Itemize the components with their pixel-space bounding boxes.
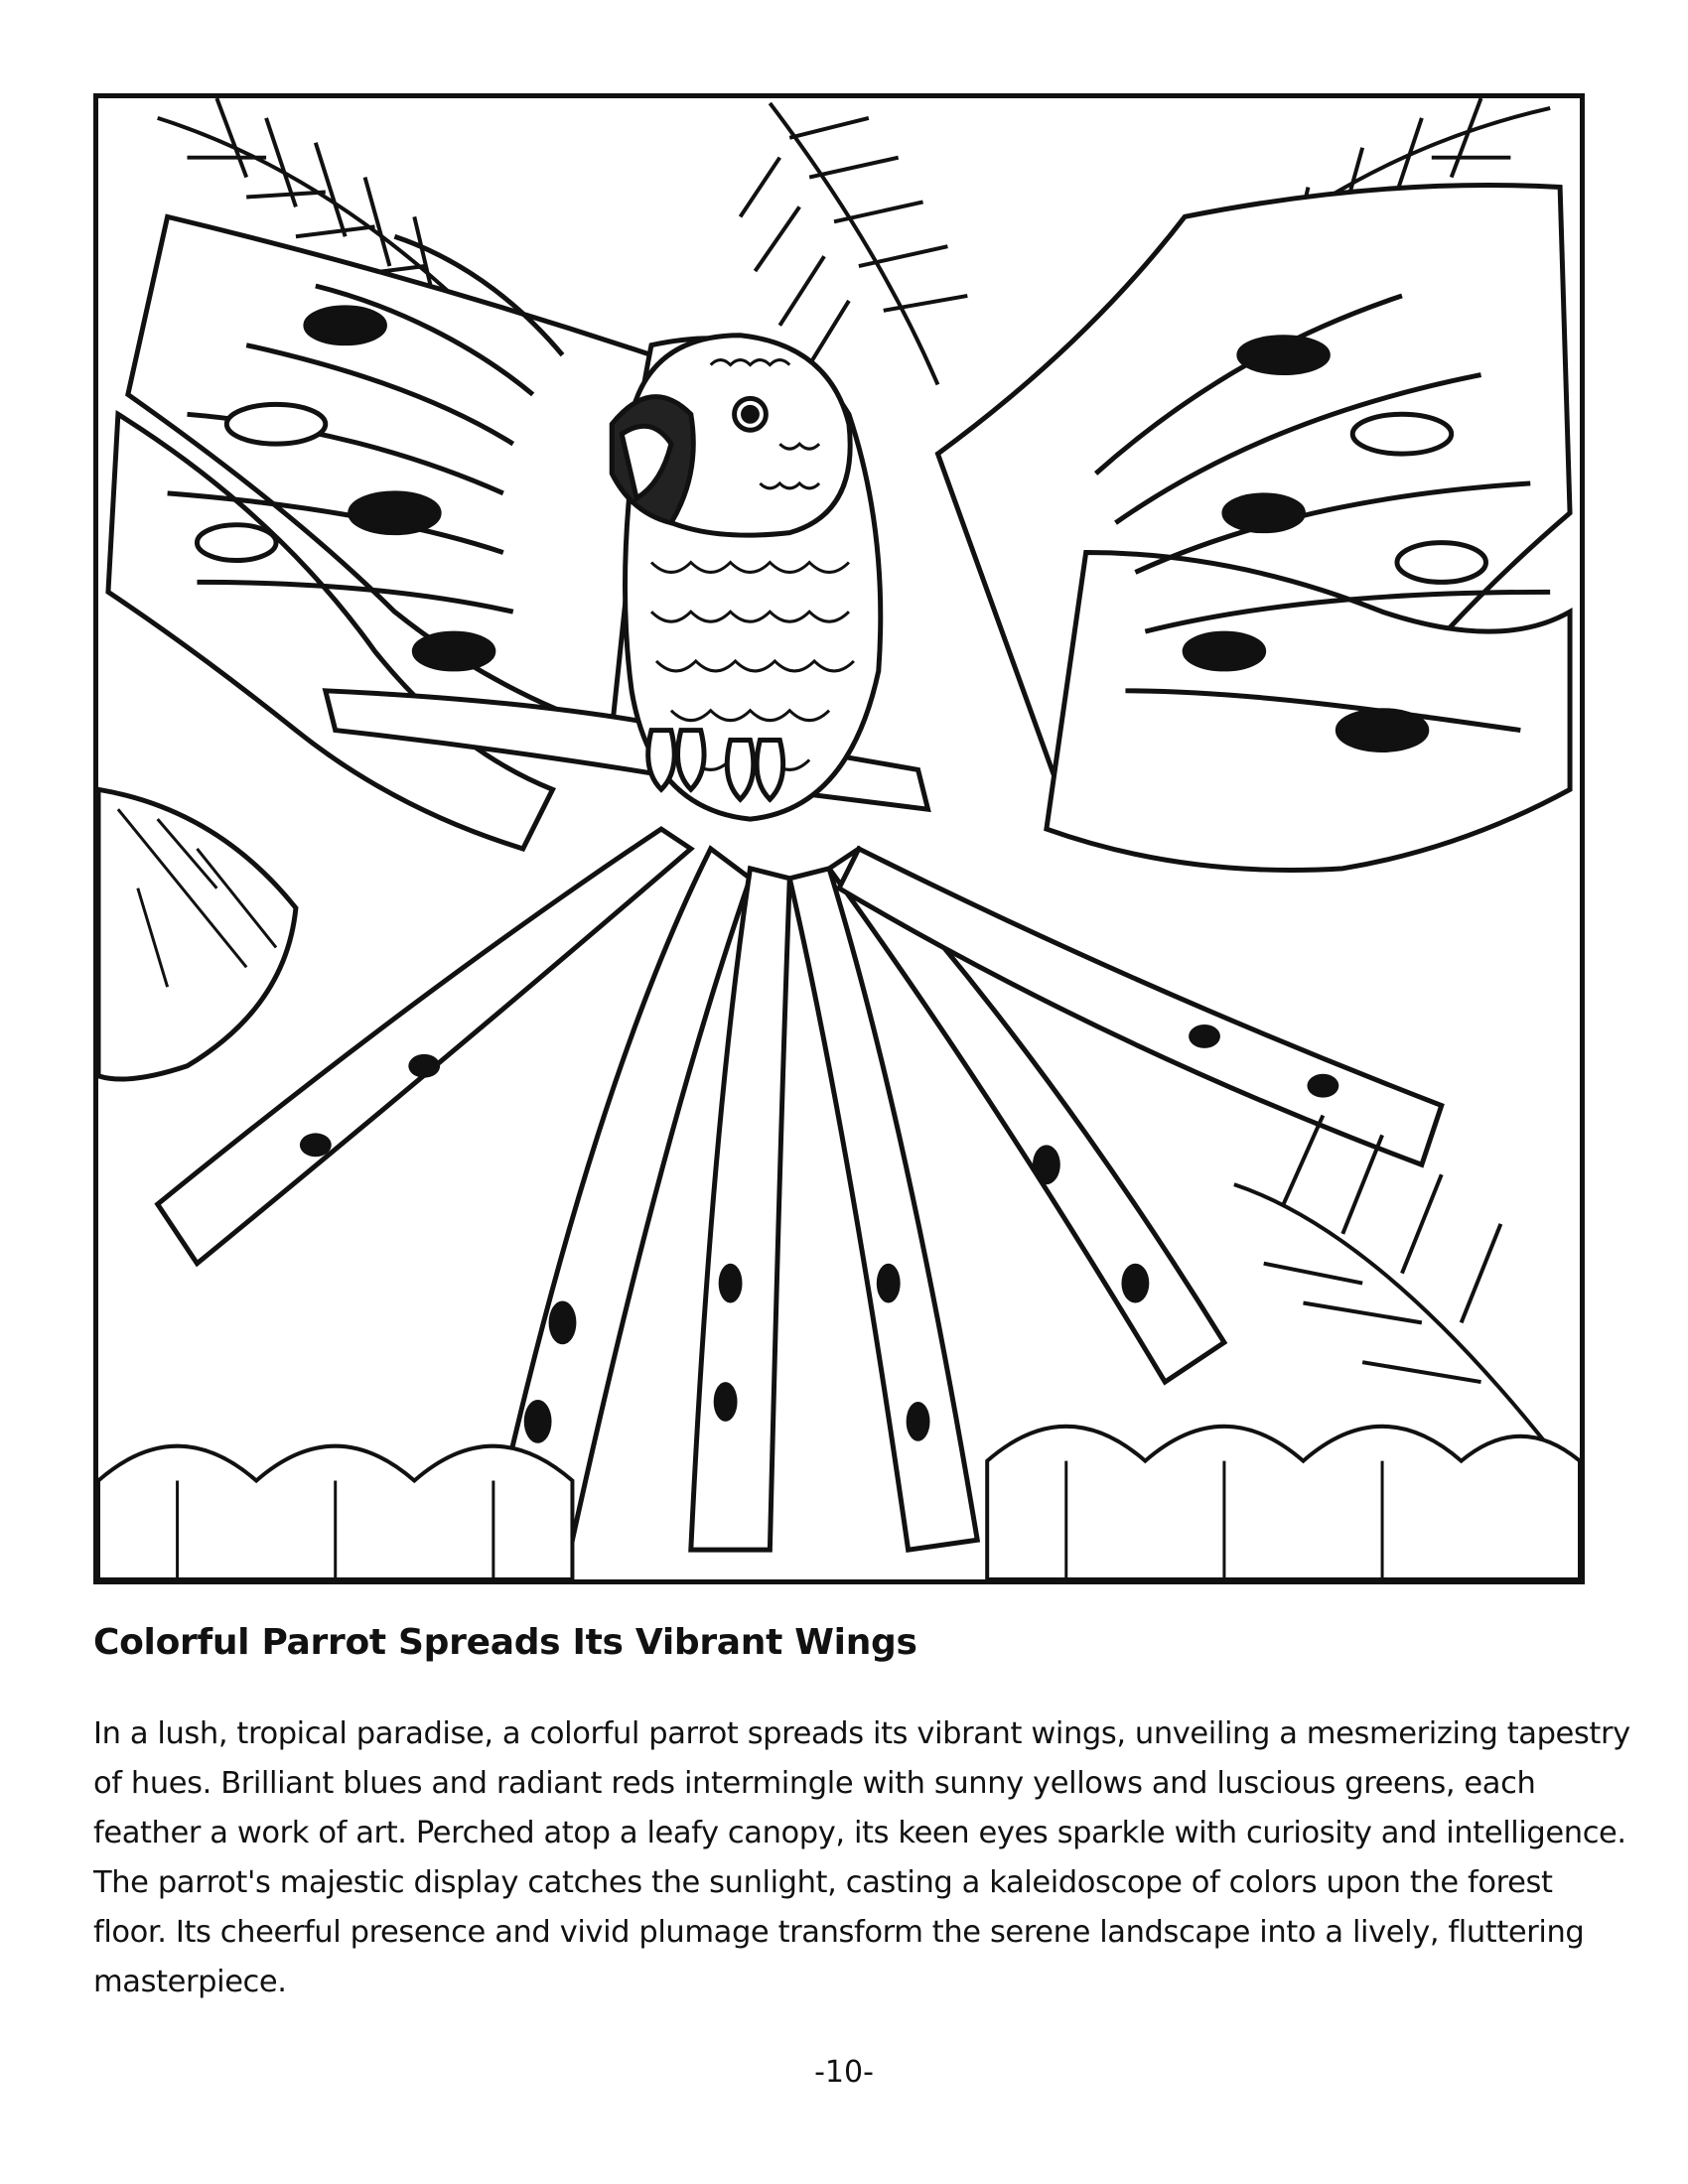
description-line: masterpiece. (93, 1965, 287, 1999)
description-line: The parrot's majestic display catches the sunlight, casting a kaleidoscope of colors upon the forest (93, 1865, 1553, 1900)
description-paragraph (93, 1709, 1630, 2007)
description-line: feather a work of art. Perched atop a leafy canopy, its keen eyes sparkle with curiosity and intelligence. (93, 1816, 1626, 1850)
description-line: of hues. Brilliant blues and radiant reds intermingle with sunny yellows and luscious greens, each (93, 1766, 1536, 1801)
page-title: Colorful Parrot Spreads Its Vibrant Wings (93, 1622, 917, 1663)
page-number: -10- (814, 2055, 874, 2090)
parrot-illustration (93, 93, 1585, 1584)
description-line: floor. Its cheerful presence and vivid plumage transform the serene landscape into a lively, fluttering (93, 1915, 1585, 1950)
parrot-line-art (98, 98, 1580, 1579)
description-line: In a lush, tropical paradise, a colorful parrot spreads its vibrant wings, unveiling a mesmerizing tapestry (93, 1716, 1630, 1751)
